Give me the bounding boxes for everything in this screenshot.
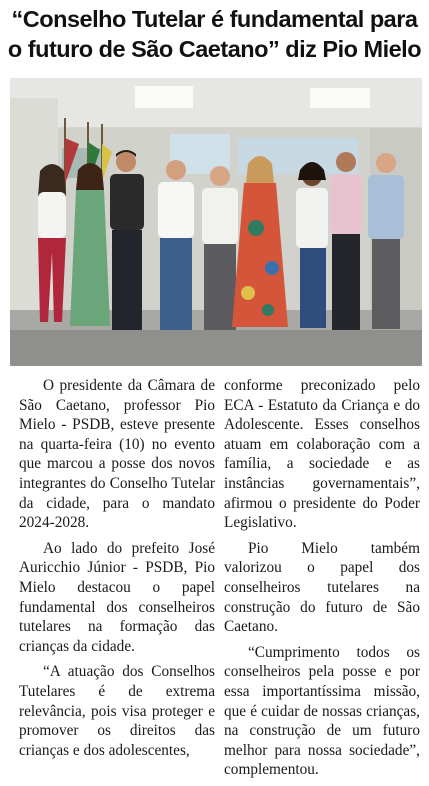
person-4 (158, 160, 194, 330)
person-8 (330, 152, 362, 330)
person-5 (202, 166, 238, 330)
paragraph: Ao lado do prefeito José Auricchio Júnior - PSDB, Pio Mielo destacou o papel fundamental dos conselheiros tutelares na formação das crianças da cidade. (19, 539, 215, 655)
article-photo (10, 78, 422, 366)
paragraph: “Cumprimento todos os conselheiros pela posse e por essa importantíssima missão, que é cuidar de nossas crianças, na construção de um futuro melhor para nossa sociedade”, complementou. (224, 643, 420, 779)
paragraph: O presidente da Câmara de São Caetano, professor Pio Mielo - PSDB, esteve presente na quarta-feira (10) no evento que marcou a posse dos novos integrantes do Conselho Tutelar da cidade, para o mandato 2024-2028. (19, 377, 215, 532)
group-photo-illustration (10, 78, 422, 366)
person-3 (110, 150, 144, 330)
article-column-1 (19, 376, 215, 766)
paragraph: conforme preconizado pelo ECA - Estatuto da Criança e do Adolescente. Esses conselhos atuam em colaboração com a família, a sociedade e as instâncias governamentais”, afirmou o presidente do Poder Legislativo. (224, 377, 420, 532)
person-9 (368, 153, 404, 329)
article-headline: “Conselho Tutelar é fundamental para o futuro de São Caetano” diz Pio Mielo (7, 6, 422, 62)
paragraph: “A atuação dos Conselhos Tutelares é de extrema relevância, pois visa proteger e promover os direitos das crianças e dos adolescentes, (19, 663, 215, 759)
paragraph: Pio Mielo também valorizou o papel dos conselheiros tutelares na construção do futuro de São Caetano. (224, 539, 420, 636)
article-column-2 (224, 376, 420, 786)
